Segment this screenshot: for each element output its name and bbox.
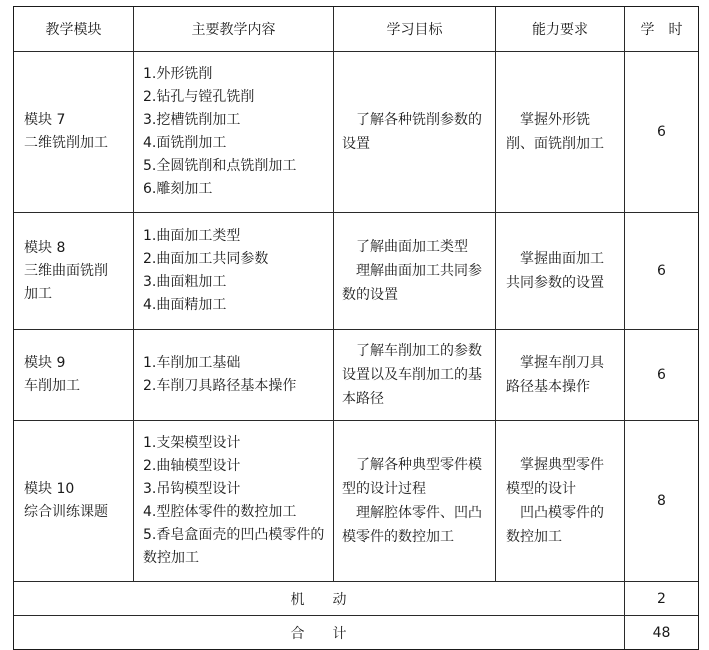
goal-text: 了解曲面加工类型 — [356, 239, 468, 255]
goal-text: 了解各种典型零件模型的设计过程 — [342, 457, 482, 497]
content-cell — [134, 421, 334, 582]
ability-text: 掌握典型零件模型的设计 — [506, 457, 604, 497]
ability-cell — [496, 421, 625, 582]
module-cell — [14, 52, 134, 213]
module-cell — [14, 421, 134, 582]
hours-cell: 8 — [625, 421, 699, 582]
goal-text: 了解各种铣削参数的设置 — [342, 112, 482, 152]
content-item: 5.香皂盒面壳的凹凸模零件的数控加工 — [143, 527, 325, 566]
content-cell — [134, 330, 334, 421]
ability-text: 掌握车削刀具路径基本操作 — [506, 355, 604, 395]
module-number: 模块 7 — [24, 112, 66, 128]
table-row — [14, 213, 699, 330]
goal-text: 理解腔体零件、凹凸模零件的数控加工 — [342, 505, 482, 545]
ability-cell — [496, 52, 625, 213]
content-item: 6.雕刻加工 — [143, 181, 213, 197]
module-number: 模块 10 — [24, 481, 75, 497]
hours-cell: 6 — [625, 330, 699, 421]
header-goal: 学习目标 — [334, 7, 496, 52]
summary-hours: 2 — [625, 582, 699, 616]
header-ability: 能力要求 — [496, 7, 625, 52]
module-cell — [14, 213, 134, 330]
content-item: 5.全圆铣削和点铣削加工 — [143, 158, 297, 174]
goal-cell — [334, 421, 496, 582]
content-item: 1.支架模型设计 — [143, 435, 241, 451]
ability-text: 掌握曲面加工共同参数的设置 — [506, 251, 604, 291]
content-item: 1.车削加工基础 — [143, 355, 241, 371]
content-item: 1.外形铣削 — [143, 66, 213, 82]
ability-text: 掌握外形铣削、面铣削加工 — [506, 112, 604, 152]
content-item: 2.曲轴模型设计 — [143, 458, 241, 474]
module-title: 三维曲面铣削加工 — [24, 262, 108, 302]
hours-cell: 6 — [625, 52, 699, 213]
content-item: 2.曲面加工共同参数 — [143, 251, 269, 267]
module-title: 综合训练课题 — [24, 504, 108, 520]
header-hours: 学 时 — [625, 7, 699, 52]
header-row — [14, 7, 699, 52]
content-item: 2.车削刀具路径基本操作 — [143, 378, 297, 394]
summary-label: 合计 — [14, 616, 625, 650]
summary-row — [14, 582, 699, 616]
module-title: 二维铣削加工 — [24, 135, 108, 151]
curriculum-table — [13, 6, 699, 650]
ability-cell — [496, 213, 625, 330]
content-cell — [134, 52, 334, 213]
content-item: 1.曲面加工类型 — [143, 228, 241, 244]
summary-row — [14, 616, 699, 650]
module-cell — [14, 330, 134, 421]
goal-text: 了解车削加工的参数设置以及车削加工的基本路径 — [342, 343, 482, 407]
summary-label: 机动 — [14, 582, 625, 616]
module-number: 模块 8 — [24, 239, 66, 256]
goal-cell — [334, 213, 496, 330]
goal-cell — [334, 330, 496, 421]
table-row — [14, 330, 699, 421]
header-module: 教学模块 — [14, 7, 134, 52]
content-item: 3.曲面粗加工 — [143, 274, 227, 290]
content-item: 4.型腔体零件的数控加工 — [143, 504, 297, 520]
content-cell — [134, 213, 334, 330]
table-row — [14, 421, 699, 582]
content-item: 4.曲面精加工 — [143, 297, 227, 313]
module-number: 模块 9 — [24, 355, 66, 371]
hours-cell: 6 — [625, 213, 699, 330]
content-item: 2.钻孔与镗孔铣削 — [143, 89, 255, 105]
ability-text: 凹凸模零件的数控加工 — [506, 505, 604, 545]
goal-text: 理解曲面加工共同参数的设置 — [342, 263, 482, 303]
ability-cell — [496, 330, 625, 421]
content-item: 3.吊钩模型设计 — [143, 481, 241, 497]
table-row — [14, 52, 699, 213]
content-item: 3.挖槽铣削加工 — [143, 112, 241, 128]
content-item: 4.面铣削加工 — [143, 135, 227, 151]
goal-cell — [334, 52, 496, 213]
header-content: 主要教学内容 — [134, 7, 334, 52]
summary-hours: 48 — [625, 616, 699, 650]
module-title: 车削加工 — [24, 378, 80, 394]
